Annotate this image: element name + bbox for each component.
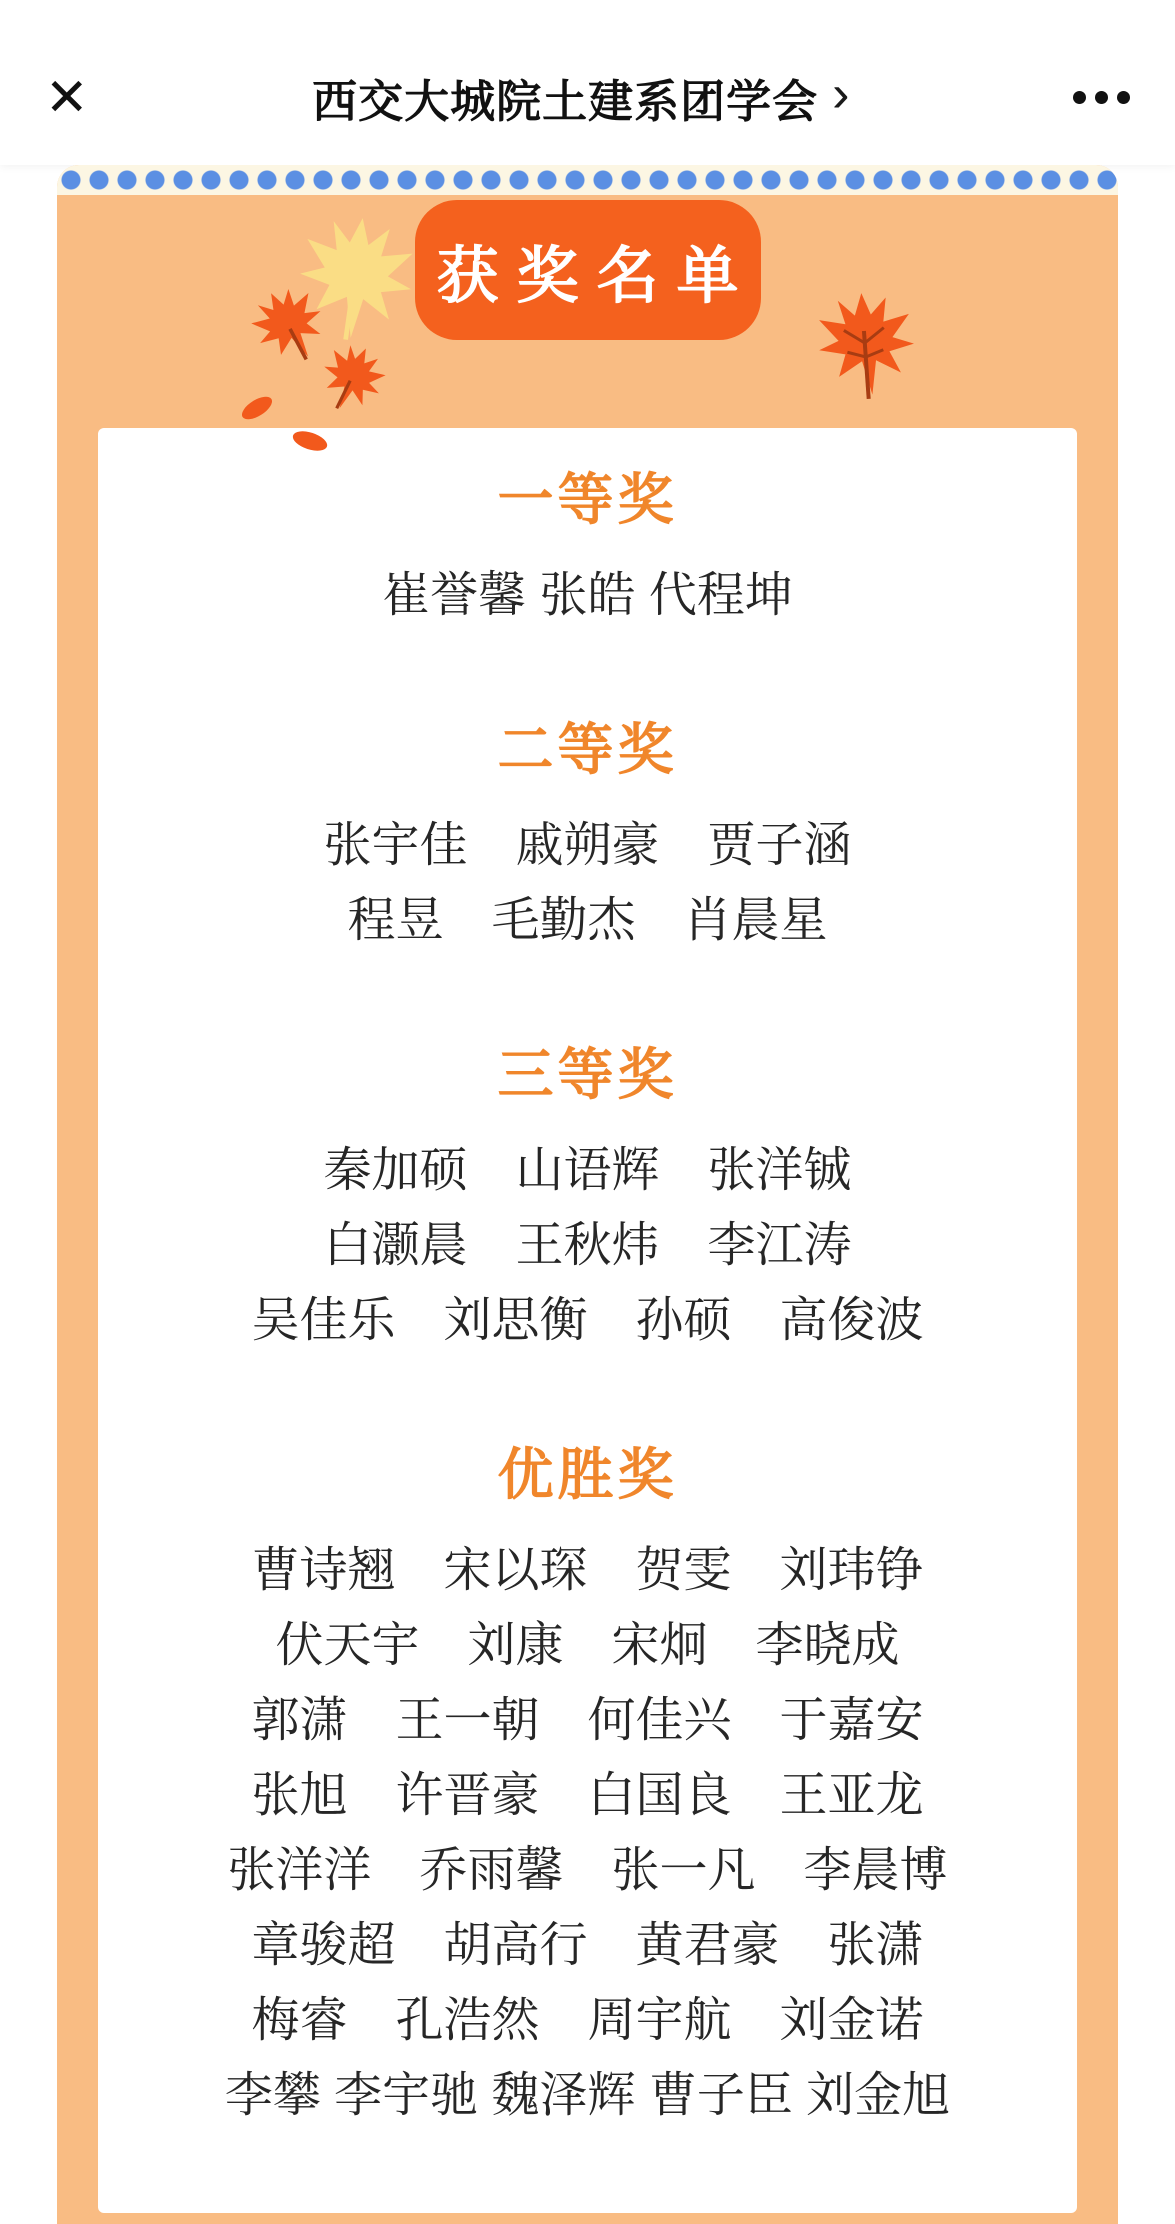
award-names-row: 张旭 许晋豪 白国良 王亚龙 [251, 1769, 924, 1822]
award-sections [98, 468, 1077, 2133]
award-tier-title: 二等奖 [497, 718, 678, 781]
leaf-petal-icon [233, 386, 281, 429]
award-tier-title: 一等奖 [497, 468, 678, 531]
wechat-header [0, 0, 1175, 165]
award-names-row: 章骏超 胡高行 黄君豪 张潇 [251, 1919, 924, 1972]
page-title: 西交大城院土建系团学会 [312, 76, 819, 127]
more-icon [1073, 91, 1086, 104]
award-names-row: 秦加硕 山语辉 张洋铖 [323, 1144, 852, 1197]
award-tier-title: 优胜奖 [497, 1443, 678, 1506]
award-names-row: 曹诗翘 宋以琛 贺雯 刘玮铮 [251, 1544, 924, 1597]
close-button[interactable] [45, 68, 89, 127]
close-icon: ✕ [45, 68, 89, 127]
award-names-row: 张宇佳 戚朔豪 贾子涵 [323, 819, 852, 872]
chevron-right-icon: › [832, 64, 850, 123]
dotted-border-strip [57, 165, 1118, 195]
award-names-row: 程昱 毛勤杰 肖晨星 [347, 894, 828, 947]
award-poster [57, 165, 1118, 2224]
award-section [98, 718, 1077, 958]
award-section [98, 1043, 1077, 1358]
award-section [98, 1443, 1077, 2133]
account-title-link[interactable] [89, 65, 1073, 130]
award-names-row: 伏天宇 刘康 宋炯 李晓成 [275, 1619, 900, 1672]
award-names-row: 吴佳乐 刘思衡 孙硕 高俊波 [251, 1294, 924, 1347]
award-tier-title: 三等奖 [497, 1043, 678, 1106]
maple-leaf-icon [811, 287, 919, 406]
award-names-row: 郭潇 王一朝 何佳兴 于嘉安 [251, 1694, 924, 1747]
poster-banner [57, 195, 1118, 428]
award-section [98, 468, 1077, 633]
award-names-row: 李攀 李宇驰 魏泽辉 曹子臣 刘金旭 [224, 2069, 951, 2122]
award-names-row: 崔誉馨 张皓 代程坤 [382, 569, 793, 622]
award-names-row: 张洋洋 乔雨馨 张一凡 李晨博 [227, 1844, 948, 1897]
award-list-card [98, 428, 1077, 2213]
more-button[interactable] [1073, 91, 1130, 104]
award-title-badge: 获奖名单 [415, 200, 761, 340]
award-names-row: 梅睿 孔浩然 周宇航 刘金诺 [251, 1994, 924, 2047]
award-names-row: 白灏晨 王秋炜 李江涛 [323, 1219, 852, 1272]
